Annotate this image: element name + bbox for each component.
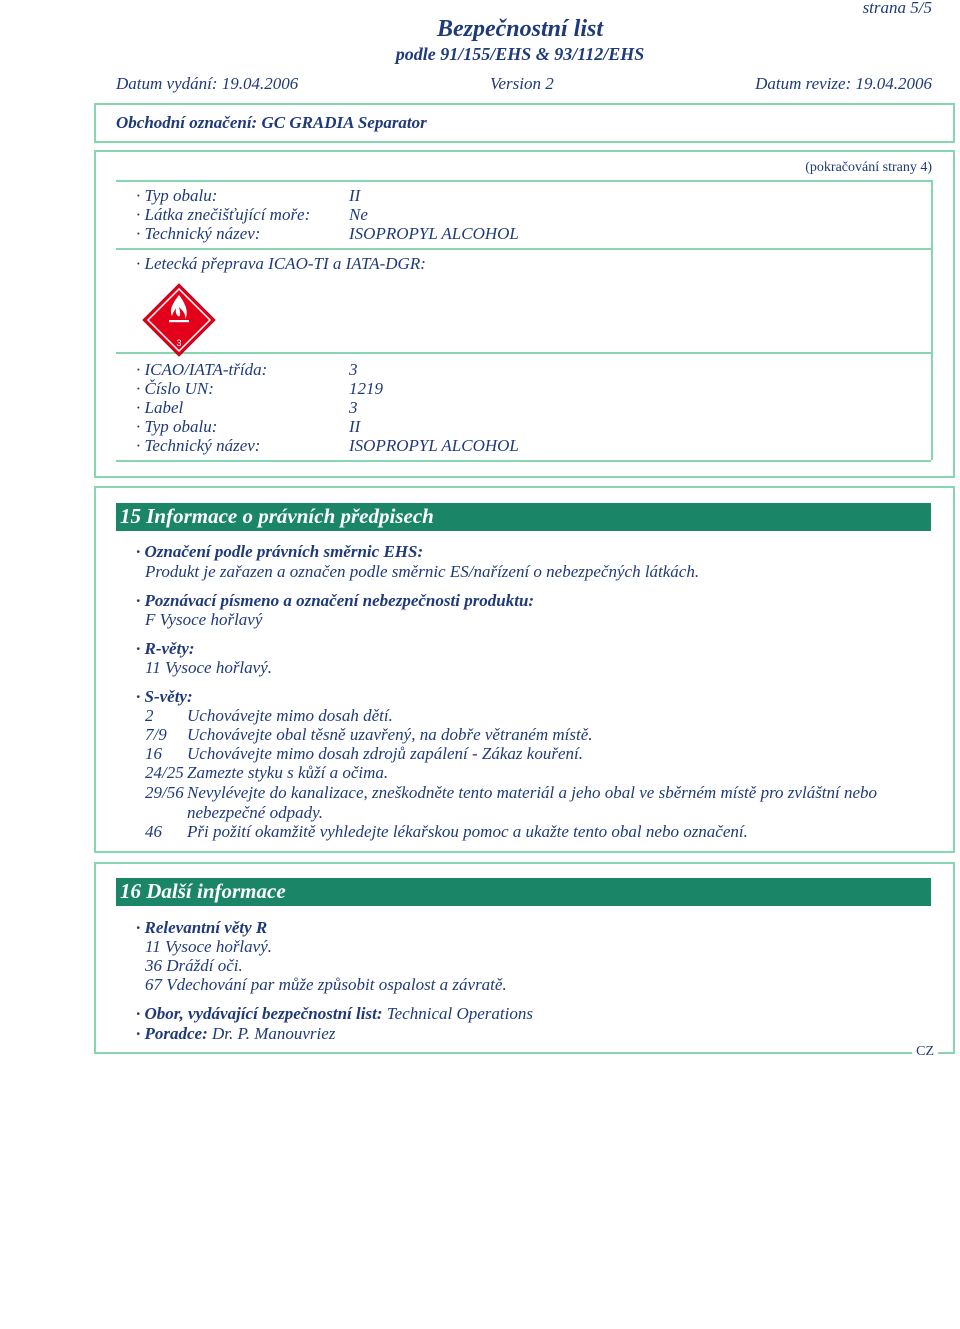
section-16-title: 16 Další informace	[120, 879, 286, 903]
trade-name: Obchodní označení: GC GRADIA Separator	[116, 113, 427, 132]
section-16-header	[116, 878, 931, 906]
air-transport-heading: · Letecká přeprava ICAO-TI a IATA-DGR:	[136, 254, 426, 273]
divider	[116, 180, 931, 182]
page-number: strana 5/5	[862, 0, 932, 17]
r-phrases-text: 11 Vysoce hořlavý.	[145, 658, 272, 677]
contact-label: · Poradce:	[136, 1024, 208, 1043]
relevant-r-phrase: 11 Vysoce hořlavý.	[145, 937, 272, 956]
continued-note: (pokračování strany 4)	[805, 160, 932, 175]
issuing-department	[136, 1004, 533, 1024]
relevant-r-phrase: 36 Dráždí oči.	[145, 956, 243, 975]
hazard-class-number: 3	[176, 338, 182, 348]
divider-vertical	[931, 180, 933, 460]
relevant-r-phrase: 67 Vdechování par může způsobit ospalost a závratě.	[145, 975, 507, 994]
issuing-department-value: Technical Operations	[386, 1004, 533, 1023]
hazard-letter-label: · Poznávací písmeno a označení nebezpečnosti produktu:	[136, 591, 535, 610]
document-subtitle: podle 91/155/EHS & 93/112/EHS	[395, 44, 645, 64]
document-title: Bezpečnostní list	[436, 16, 604, 42]
language-code: CZ	[912, 1044, 938, 1060]
s-phrases-label: · S-věty:	[136, 687, 193, 706]
ehs-label: · Označení podle právních směrnic EHS:	[136, 542, 424, 561]
r-phrases-label: · R-věty:	[136, 639, 195, 658]
section-15-header	[116, 503, 931, 531]
divider	[116, 248, 931, 250]
issue-date: Datum vydání: 19.04.2006	[116, 74, 299, 93]
issuing-department-label: · Obor, vydávající bezpečnostní list:	[136, 1004, 383, 1023]
transport-continuation-box	[94, 150, 955, 478]
contact-value: Dr. P. Manouvriez	[212, 1024, 336, 1043]
relevant-r-label: · Relevantní věty R	[136, 918, 268, 937]
contact-person	[136, 1024, 335, 1044]
divider	[116, 460, 931, 462]
flammable-liquid-diamond-icon	[142, 283, 216, 357]
section-15-title: 15 Informace o právních předpisech	[120, 504, 434, 528]
version-label: Version 2	[490, 74, 554, 93]
revision-date: Datum revize: 19.04.2006	[755, 74, 932, 93]
hazard-letter-text: F Vysoce hořlavý	[145, 610, 263, 629]
divider	[116, 352, 931, 354]
ehs-text: Produkt je zařazen a označen podle směrnic ES/nařízení o nebezpečných látkách.	[145, 562, 700, 581]
